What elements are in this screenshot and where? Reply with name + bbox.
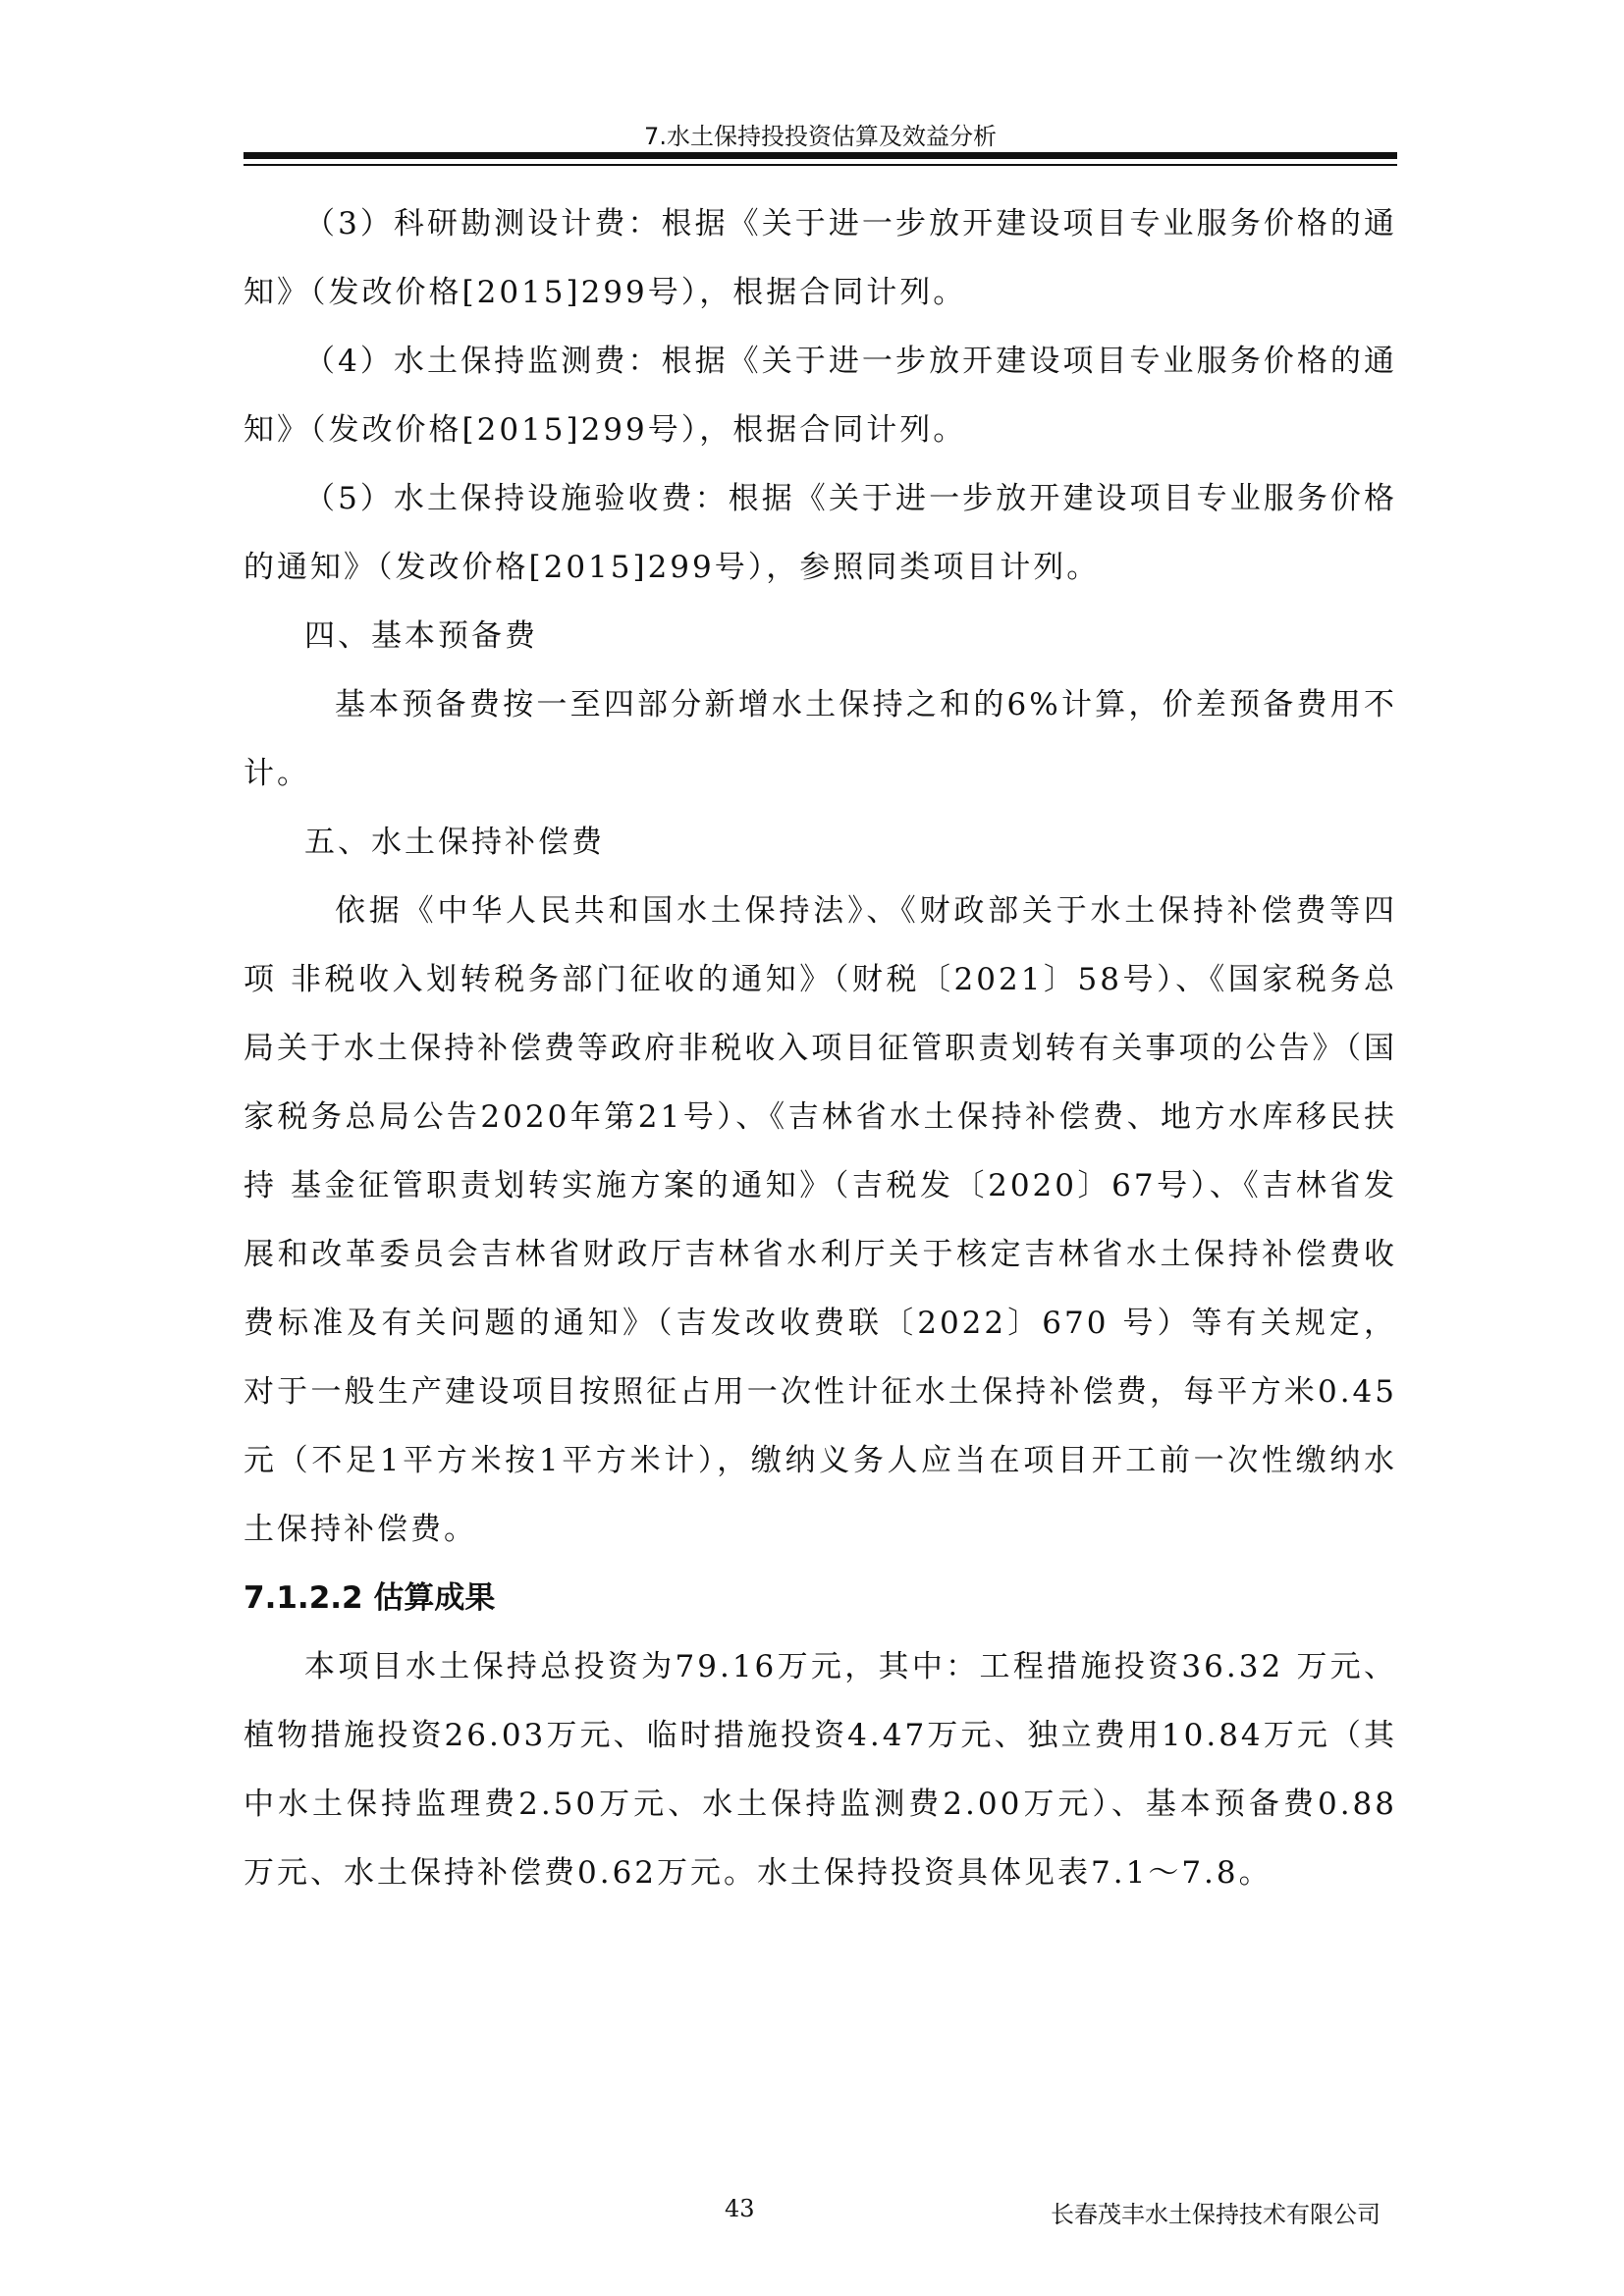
page-number: 43 [725,2195,755,2222]
section-title-compensation-fee: 五、水土保持补偿费 [304,825,605,860]
paragraph-acceptance-fee: （5）水土保持设施验收费：根据《关于进一步放开建设项目专业服务价格的通知》（发改价格[2015]299号），参照同类项目计列。 [244,481,1397,585]
paragraph-research-design-fee: （3）科研勘测设计费：根据《关于进一步放开建设项目专业服务价格的通知》（发改价格[2015]299号），根据合同计列。 [244,206,1397,310]
document-body [244,189,1397,1907]
paragraph-basic-reserve: 基本预备费按一至四部分新增水土保持之和的6%计算，价差预备费用不计。 [244,687,1397,791]
page-header-title: 7.水土保持投投资估算及效益分析 [644,123,997,150]
header-rule-thick [244,152,1397,159]
section-heading-estimate-results: 7.1.2.2 估算成果 [244,1580,496,1616]
paragraph-compensation-fee: 依据《中华人民共和国水土保持法》、《财政部关于水土保持补偿费等四项 非税收入划转税务部门征收的通知》（财税〔2021〕58号）、《国家税务总局关于水土保持补偿费等政府非税收入项目征管职责划转有关事项的公告》（国家税务总局公告2020年第21号）、《吉林省水土保持补偿费、地方水库移民扶持 基金征管职责划转实施方案的通知》（吉税发〔2020〕67号）、《吉林省发展和改革委员会吉林省财政厅吉林省水利厅关于核定吉林省水土保持补偿费收费标准及有关问题的通知》（吉发改收费联〔2022〕670 号）等有关规定，对于一般生产建设项目按照征占用一次性计征水土保持补偿费，每平方米0.45元（不足1平方米按1平方米计），缴纳义务人应当在项目开工前一次性缴纳水土保持补偿费。 [244,893,1397,1547]
header-rule-thin [244,164,1397,166]
paragraph-monitoring-fee: （4）水土保持监测费：根据《关于进一步放开建设项目专业服务价格的通知》（发改价格[2015]299号），根据合同计列。 [244,344,1397,448]
footer-company-name: 长春茂丰水土保持技术有限公司 [1051,2201,1380,2228]
paragraph-estimate-results: 本项目水土保持总投资为79.16万元，其中：工程措施投资36.32 万元、植物措施投资26.03万元、临时措施投资4.47万元、独立费用10.84万元（其中水土保持监理费2.50万元、水土保持监测费2.00万元）、基本预备费0.88万元、水土保持补偿费0.62万元。水土保持投资具体见表7.1～7.8。 [244,1649,1397,1891]
section-title-basic-reserve: 四、基本预备费 [304,618,538,654]
